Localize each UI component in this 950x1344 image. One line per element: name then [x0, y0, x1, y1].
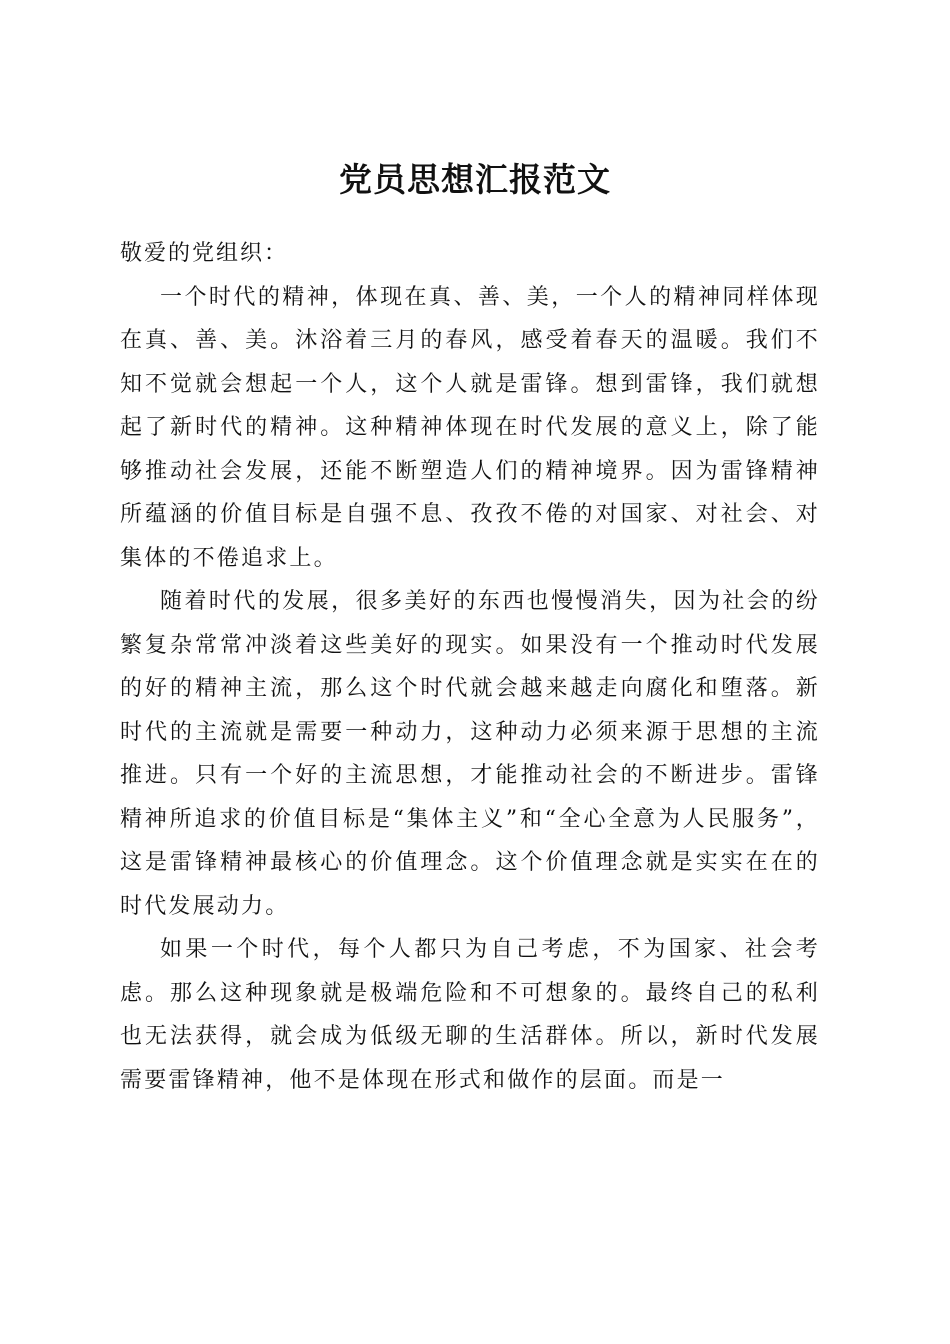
paragraph-2: 随着时代的发展，很多美好的东西也慢慢消失，因为社会的纷繁复杂常常冲淡着这些美好的现实。如果没有一个推动时代发展的好的精神主流，那么这个时代就会越来越走向腐化和堕落。新时代的主流就是需要一种动力，这种动力必须来源于思想的主流推进。只有一个好的主流思想，才能推动社会的不断进步。雷锋精神所追求的价值目标是“集体主义”和“全心全意为人民服务”，这是雷锋精神最核心的价值理念。这个价值理念就是实实在在的时代发展动力。 [120, 589, 820, 919]
paragraph-1: 一个时代的精神，体现在真、善、美，一个人的精神同样体现在真、善、美。沐浴着三月的春风，感受着春天的温暖。我们不知不觉就会想起一个人，这个人就是雷锋。想到雷锋，我们就想起了新时代的精神。这种精神体现在时代发展的意义上，除了能够推动社会发展，还能不断塑造人们的精神境界。因为雷锋精神所蕴涵的价值目标是自强不息、孜孜不倦的对国家、对社会、对集体的不倦追求上。 [120, 284, 820, 571]
document-title: 党员思想汇报范文 [339, 160, 611, 200]
document-body [120, 232, 820, 1102]
paragraph-3: 如果一个时代，每个人都只为自己考虑，不为国家、社会考虑。那么这种现象就是极端危险和不可想象的。最终自己的私利也无法获得，就会成为低级无聊的生活群体。所以，新时代发展需要雷锋精神，他不是体现在形式和做作的层面。而是一 [120, 937, 820, 1093]
salutation: 敬爱的党组织： [120, 241, 289, 266]
